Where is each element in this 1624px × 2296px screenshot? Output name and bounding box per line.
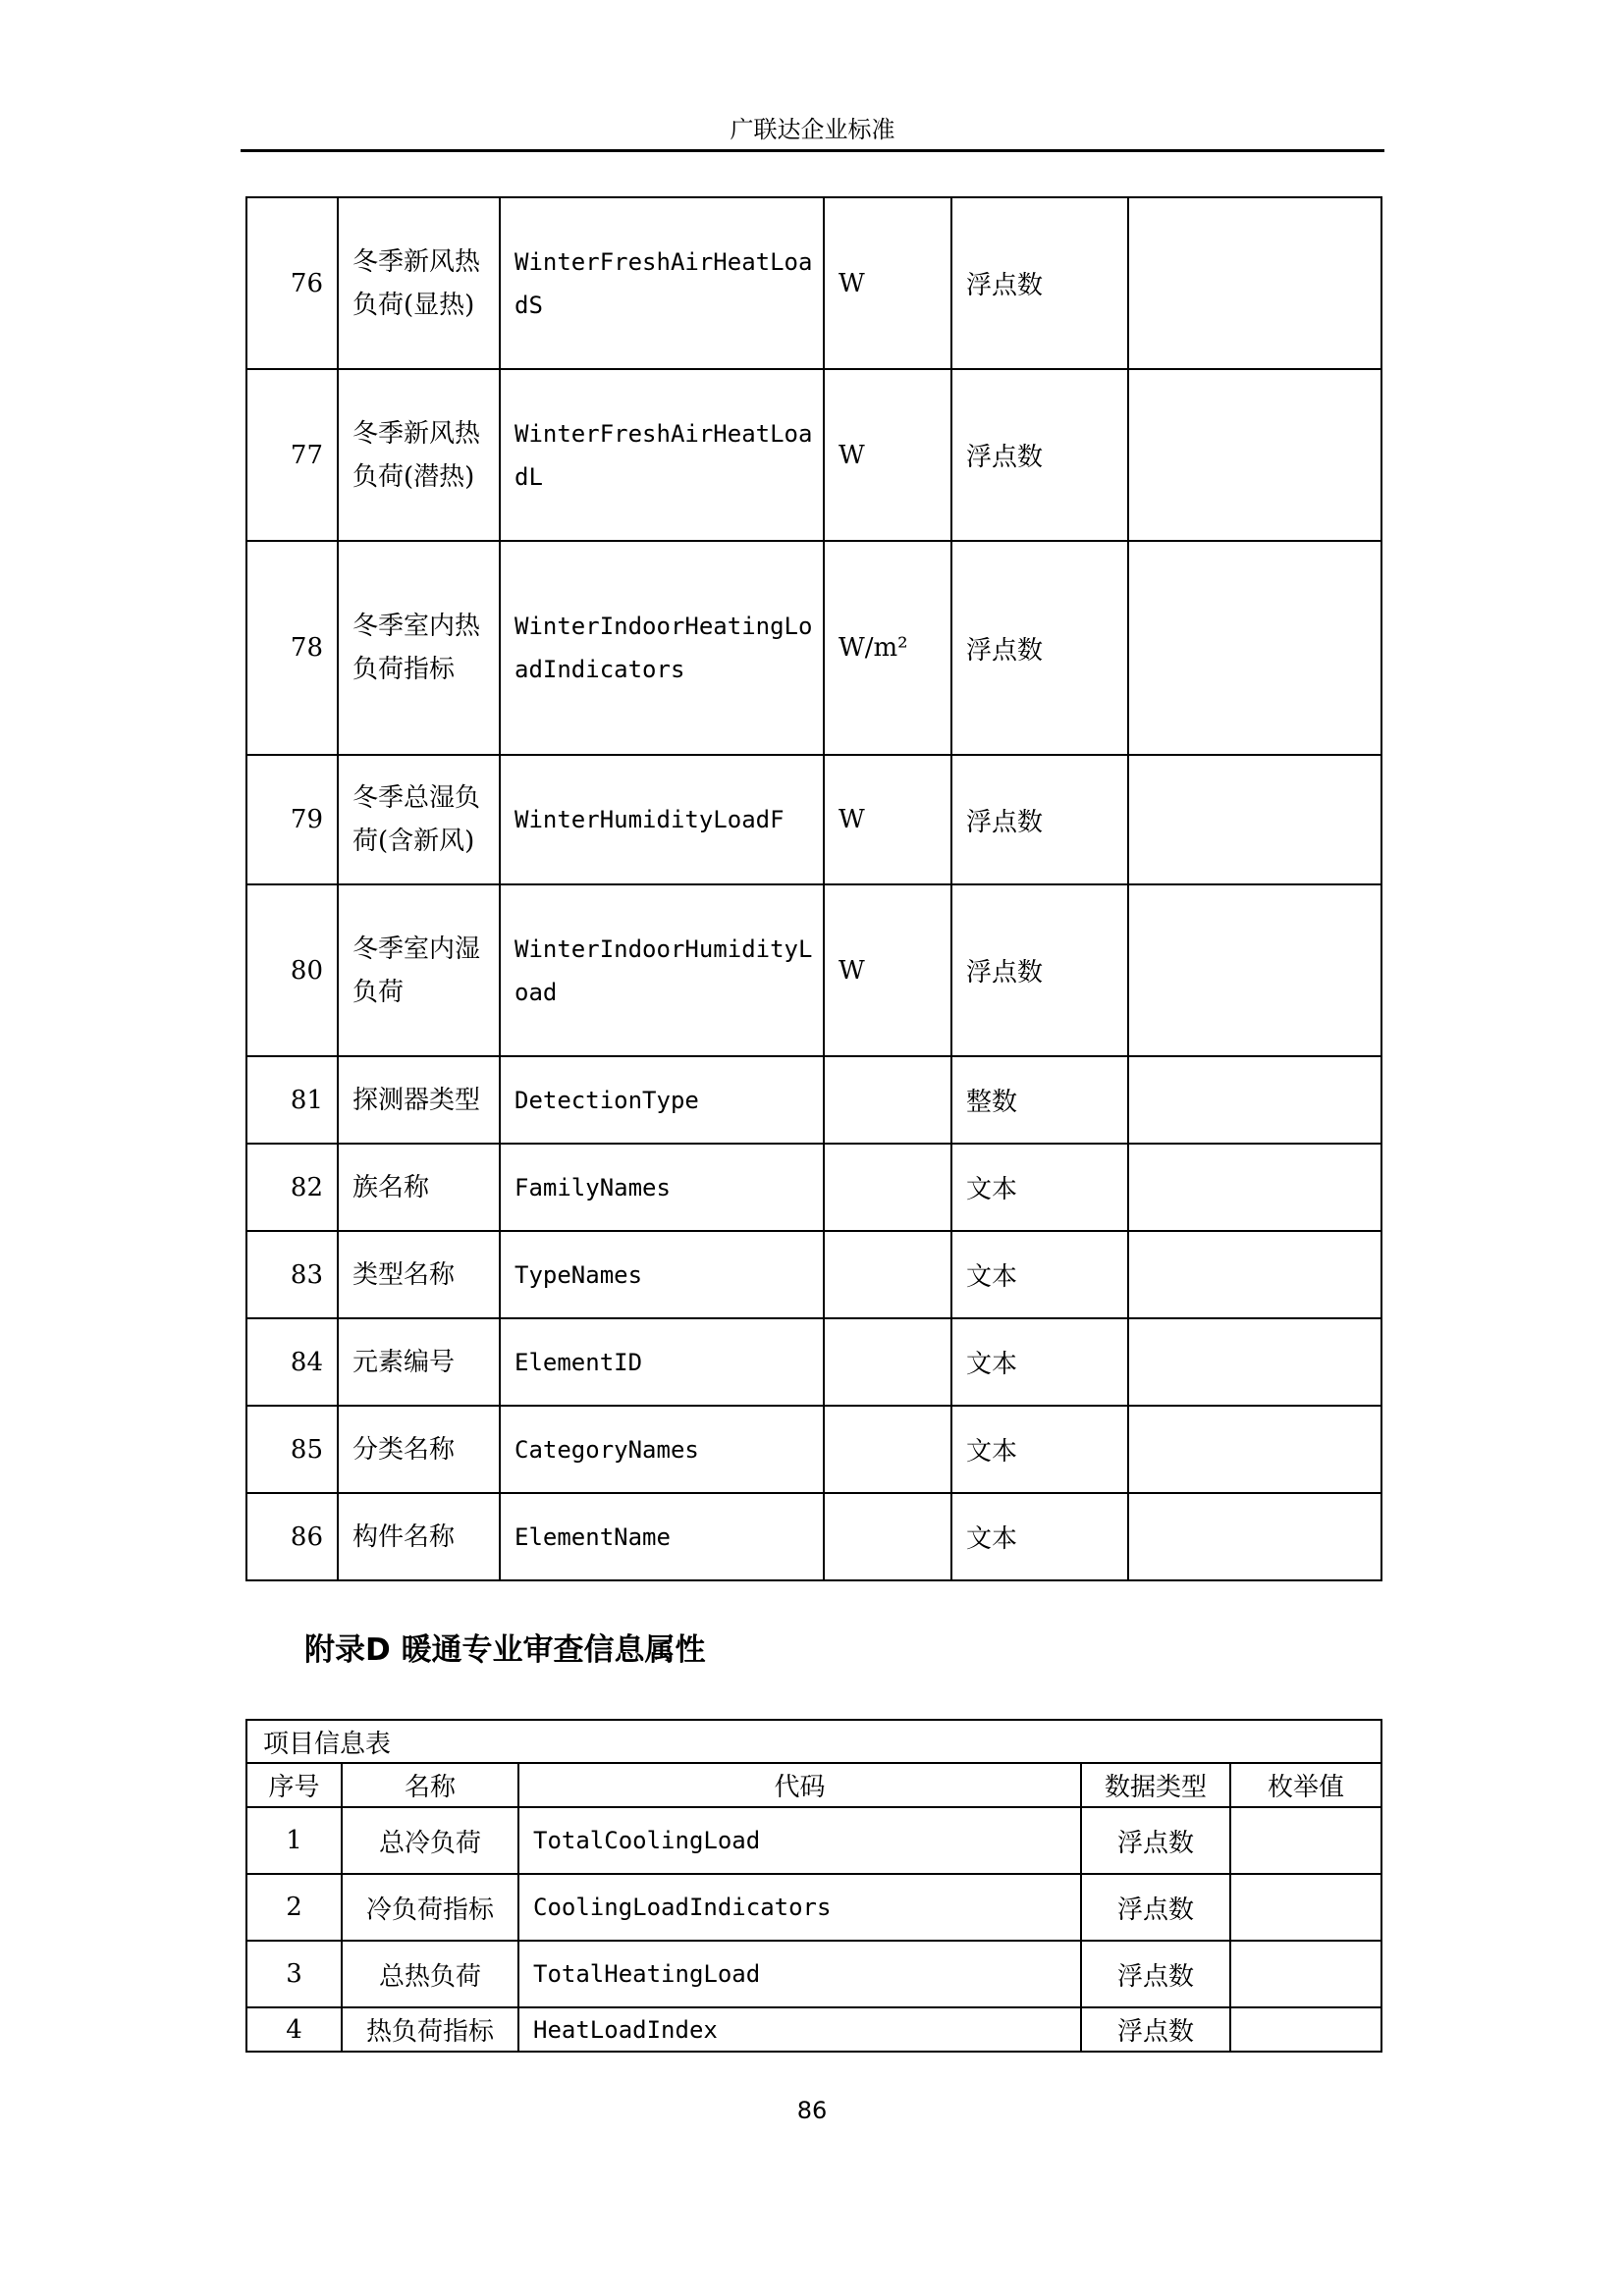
- property-unit: [824, 1406, 951, 1493]
- row-number: 77: [246, 369, 338, 541]
- property-name: 冬季新风热负荷(显热): [338, 197, 500, 369]
- table-header-row: [246, 1763, 1381, 1807]
- table-row: [246, 1941, 1381, 2007]
- property-enum-value: [1128, 1056, 1381, 1144]
- property-unit: W: [824, 197, 951, 369]
- row-number: 86: [246, 1493, 338, 1580]
- row-number: 81: [246, 1056, 338, 1144]
- table-row: [246, 1056, 1381, 1144]
- header-rule: [241, 149, 1384, 152]
- property-unit: [824, 1056, 951, 1144]
- row-number: 3: [246, 1941, 342, 2007]
- property-unit: W: [824, 755, 951, 884]
- row-number: 85: [246, 1406, 338, 1493]
- item-code: TotalCoolingLoad: [518, 1807, 1081, 1874]
- property-name: 元素编号: [338, 1318, 500, 1406]
- header-name: 名称: [342, 1763, 518, 1807]
- property-enum-value: [1128, 1406, 1381, 1493]
- table-row: [246, 1874, 1381, 1941]
- item-enum-value: [1230, 1941, 1381, 2007]
- property-enum-value: [1128, 755, 1381, 884]
- property-enum-value: [1128, 1231, 1381, 1318]
- property-code: DetectionType: [500, 1056, 824, 1144]
- row-number: 1: [246, 1807, 342, 1874]
- item-data-type: 浮点数: [1081, 1807, 1230, 1874]
- table-row: [246, 1406, 1381, 1493]
- table-row: [246, 197, 1381, 369]
- property-unit: W: [824, 884, 951, 1056]
- row-number: 76: [246, 197, 338, 369]
- header-no: 序号: [246, 1763, 342, 1807]
- property-enum-value: [1128, 1493, 1381, 1580]
- page-header-title: 广联达企业标准: [730, 116, 895, 143]
- header-enum: 枚举值: [1230, 1763, 1381, 1807]
- property-enum-value: [1128, 1144, 1381, 1231]
- property-enum-value: [1128, 197, 1381, 369]
- item-name: 总热负荷: [342, 1941, 518, 2007]
- row-number: 83: [246, 1231, 338, 1318]
- table-row: [246, 884, 1381, 1056]
- header-type: 数据类型: [1081, 1763, 1230, 1807]
- item-code: CoolingLoadIndicators: [518, 1874, 1081, 1941]
- table-row: [246, 1231, 1381, 1318]
- row-number: 84: [246, 1318, 338, 1406]
- property-code: WinterHumidityLoadF: [500, 755, 824, 884]
- property-unit: [824, 1318, 951, 1406]
- table-row: [246, 1807, 1381, 1874]
- property-name: 构件名称: [338, 1493, 500, 1580]
- property-unit: [824, 1144, 951, 1231]
- property-data-type: 浮点数: [951, 541, 1128, 755]
- item-data-type: 浮点数: [1081, 2007, 1230, 2052]
- appendix-title: 附录D 暖通专业审查信息属性: [304, 1632, 706, 1668]
- property-name: 冬季室内热负荷指标: [338, 541, 500, 755]
- property-name: 族名称: [338, 1144, 500, 1231]
- item-name: 热负荷指标: [342, 2007, 518, 2052]
- table-row: [246, 369, 1381, 541]
- table-caption: 项目信息表: [246, 1720, 1381, 1763]
- item-code: HeatLoadIndex: [518, 2007, 1081, 2052]
- row-number: 80: [246, 884, 338, 1056]
- item-enum-value: [1230, 1807, 1381, 1874]
- property-code: ElementID: [500, 1318, 824, 1406]
- item-name: 总冷负荷: [342, 1807, 518, 1874]
- row-number: 2: [246, 1874, 342, 1941]
- item-data-type: 浮点数: [1081, 1941, 1230, 2007]
- property-enum-value: [1128, 541, 1381, 755]
- item-data-type: 浮点数: [1081, 1874, 1230, 1941]
- item-code: TotalHeatingLoad: [518, 1941, 1081, 2007]
- table-row: [246, 1144, 1381, 1231]
- property-enum-value: [1128, 1318, 1381, 1406]
- row-number: 82: [246, 1144, 338, 1231]
- property-data-type: 浮点数: [951, 755, 1128, 884]
- property-code: WinterFreshAirHeatLoadL: [500, 369, 824, 541]
- row-number: 79: [246, 755, 338, 884]
- property-data-type: 文本: [951, 1493, 1128, 1580]
- property-name: 冬季总湿负荷(含新风): [338, 755, 500, 884]
- item-name: 冷负荷指标: [342, 1874, 518, 1941]
- property-data-type: 浮点数: [951, 197, 1128, 369]
- property-code: TypeNames: [500, 1231, 824, 1318]
- table-row: [246, 541, 1381, 755]
- table-row: [246, 2007, 1381, 2052]
- item-enum-value: [1230, 1874, 1381, 1941]
- property-data-type: 整数: [951, 1056, 1128, 1144]
- table-row: [246, 755, 1381, 884]
- property-data-type: 文本: [951, 1231, 1128, 1318]
- item-enum-value: [1230, 2007, 1381, 2052]
- row-number: 4: [246, 2007, 342, 2052]
- row-number: 78: [246, 541, 338, 755]
- property-code: FamilyNames: [500, 1144, 824, 1231]
- property-data-type: 文本: [951, 1318, 1128, 1406]
- property-code: WinterIndoorHeatingLoadIndicators: [500, 541, 824, 755]
- property-name: 冬季室内湿负荷: [338, 884, 500, 1056]
- property-unit: W: [824, 369, 951, 541]
- property-name: 分类名称: [338, 1406, 500, 1493]
- attribute-table-continued: [245, 196, 1382, 1581]
- property-enum-value: [1128, 369, 1381, 541]
- property-code: CategoryNames: [500, 1406, 824, 1493]
- property-enum-value: [1128, 884, 1381, 1056]
- page-number: 86: [796, 2097, 828, 2124]
- property-data-type: 浮点数: [951, 369, 1128, 541]
- property-name: 探测器类型: [338, 1056, 500, 1144]
- property-code: ElementName: [500, 1493, 824, 1580]
- header-code: 代码: [518, 1763, 1081, 1807]
- property-data-type: 文本: [951, 1406, 1128, 1493]
- property-code: WinterFreshAirHeatLoadS: [500, 197, 824, 369]
- property-unit: W/m²: [824, 541, 951, 755]
- property-name: 冬季新风热负荷(潜热): [338, 369, 500, 541]
- property-unit: [824, 1493, 951, 1580]
- project-info-table: [245, 1719, 1382, 2053]
- property-data-type: 浮点数: [951, 884, 1128, 1056]
- property-code: WinterIndoorHumidityLoad: [500, 884, 824, 1056]
- attribute-table-body: [246, 197, 1381, 1580]
- table-row: [246, 1318, 1381, 1406]
- property-name: 类型名称: [338, 1231, 500, 1318]
- table-row: [246, 1493, 1381, 1580]
- property-unit: [824, 1231, 951, 1318]
- property-data-type: 文本: [951, 1144, 1128, 1231]
- project-info-body: [246, 1807, 1381, 2052]
